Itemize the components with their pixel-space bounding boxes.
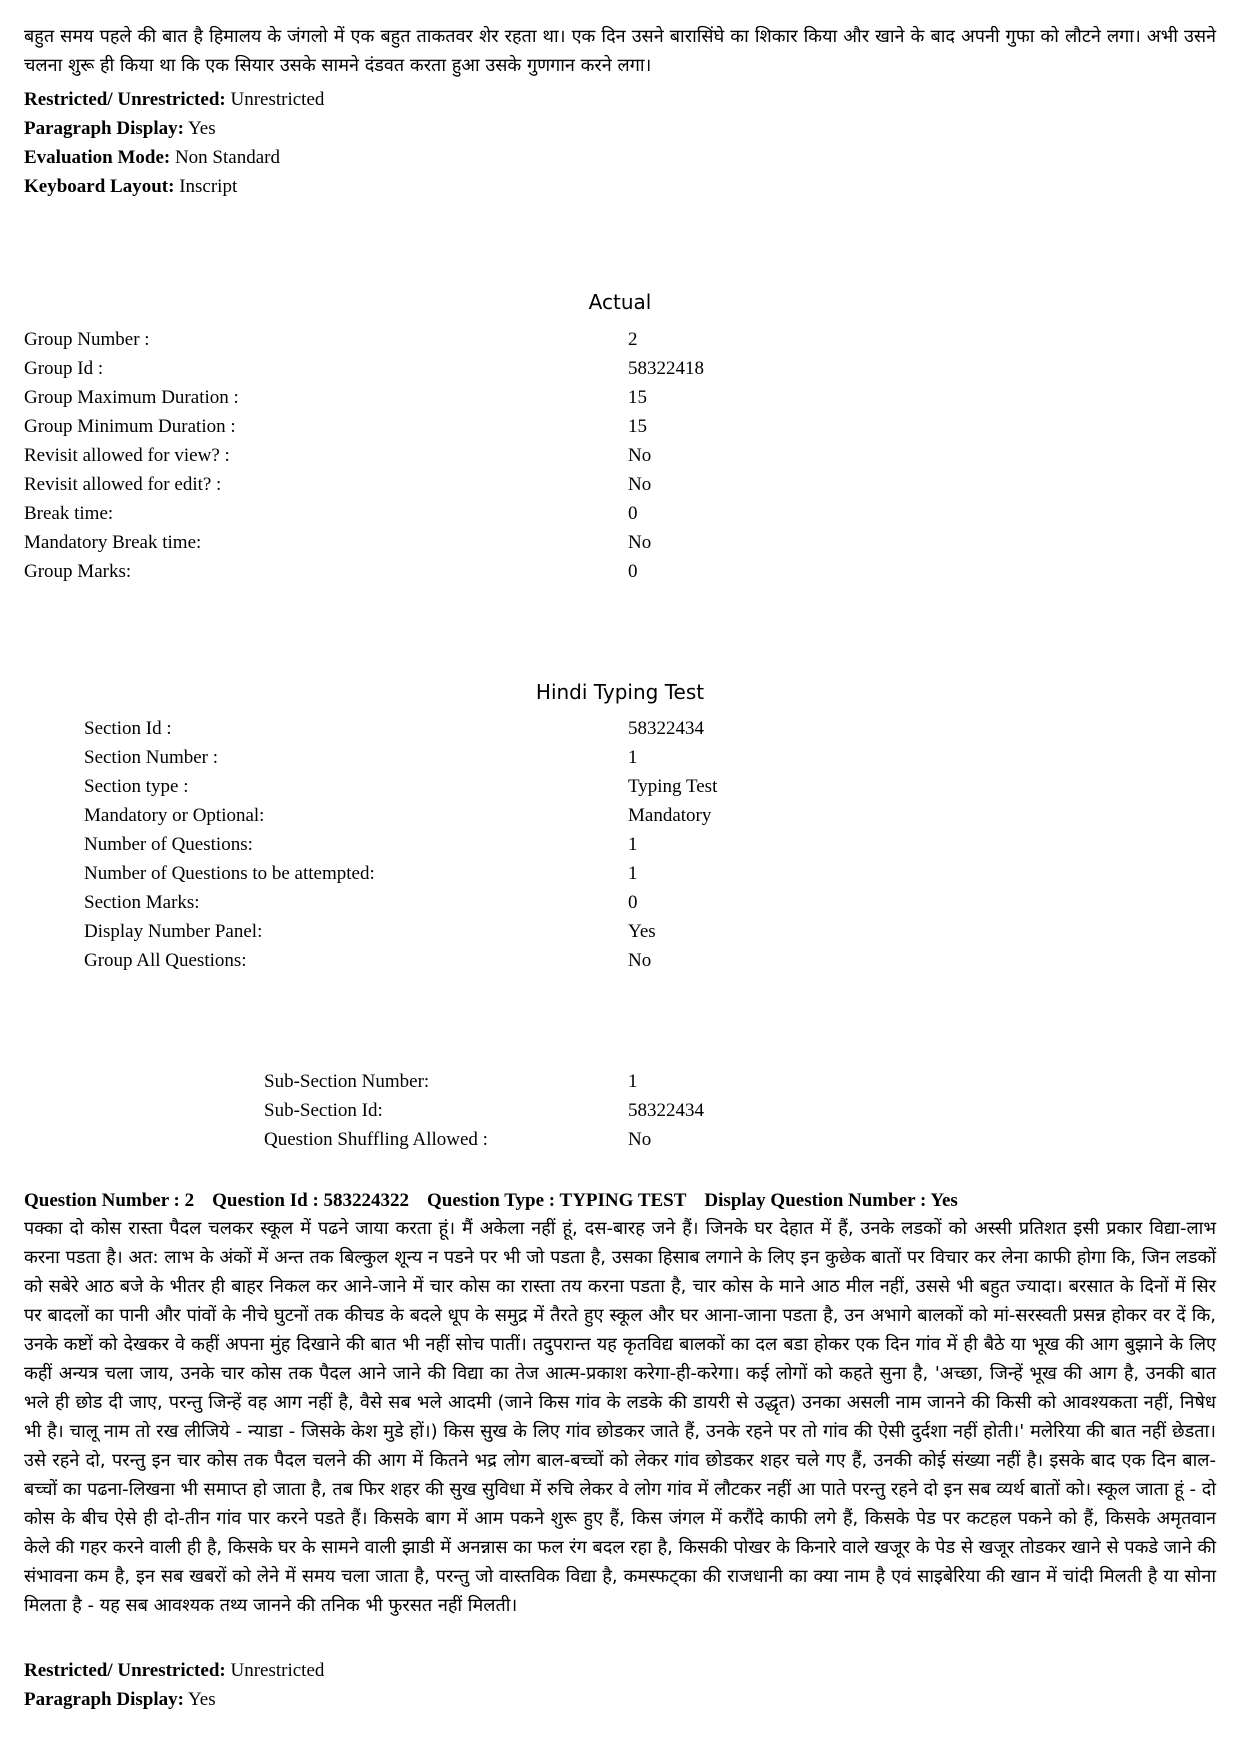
group-row: Mandatory Break time: No [24,532,652,553]
group-row: Group Number : 2 [24,329,638,350]
section-row: Section type : Typing Test [84,776,718,797]
meta-restricted: Restricted/ Unrestricted: Unrestricted [24,89,325,110]
group-row: Revisit allowed for view? : No [24,445,652,466]
section-row: Section Id : 58322434 [84,718,704,739]
subsection-row: Sub-Section Number: 1 [264,1071,638,1092]
meta-evaluation-mode: Evaluation Mode: Non Standard [24,147,280,168]
question-info-line [24,1186,976,1215]
meta-keyboard-layout: Keyboard Layout: Inscript [24,176,238,197]
meta-paragraph-display: Paragraph Display: Yes [24,118,216,139]
meta-restricted: Restricted/ Unrestricted: Unrestricted [24,1660,325,1681]
group-row: Revisit allowed for edit? : No [24,474,652,495]
question-id: Question Id : 583224322 [212,1190,410,1211]
section-details [84,714,1124,975]
group-row: Group Minimum Duration : 15 [24,416,647,437]
group-row: Break time: 0 [24,503,638,524]
display-question-number: Display Question Number : Yes [704,1190,958,1211]
section-row: Number of Questions to be attempted: 1 [84,863,638,884]
group-details [24,325,1124,586]
section-row: Group All Questions: No [84,950,652,971]
group-heading: Actual [588,290,652,314]
question-passage: पक्का दो कोस रास्ता पैदल चलकर स्कूल में पढने जाया करता हूं। मैं अकेला नहीं हूं, दस-बारह जने हैं। जिनके घर देहात में हैं, उनके लडकों को अस्सी प्रतिशत इसी प्रकार विद्या-लाभ करना पडता है। अत: लाभ के अंकों में अन्त तक बिल्कुल शून्य न पडने पर भी जो पडता है, उसका हिसाब लगाने के लिए इन कुछेक बातों पर विचार कर लेना काफी होगा कि, जिन लडकों को सबेरे आठ बजे के भीतर ही बाहर निकल कर आने-जाने में चार कोस का रास्ता तय करना पडता है, चार कोस के माने आठ मील नहीं, उससे भी बहुत ज्यादा। बरसात के दिनों में सिर पर बादलों का पानी और पांवों के नीचे घुटनों तक कीचड के बदले धूप के समुद्र में तैरते हुए स्कूल और घर आना-जाना पडता है, उन अभागे बालकों को मां-सरस्वती प्रसन्न होकर वर दें कि, उनके कष्टों को देखकर वे कहीं अपना मुंह दिखाने की बात भी नहीं सोच पातीं। तदुपरान्त यह कृतविद्य बालकों का दल बडा होकर एक दिन गांव में ही बैठे या भूख की आग बुझाने के लिए कहीं अन्यत्र चला जाय, उनके चार कोस तक पैदल आने जाने की विद्या का तेज आत्म-प्रकाश करेगा-ही-करेगा। कई लोगों को कहते सुना है, 'अच्छा, जिन्हें भूख की आग है, उनकी बात भले ही छोड दी जाए, परन्तु जिन्हें वह आग नहीं है, वैसे सब भले आदमी (जाने किस गांव के लडके की डायरी से उद्धृत) उनका असली नाम जानने की किसी को आवश्यकता नहीं, निषेध भी है। चालू नाम तो रख लीजिये - न्याडा - जिसके केश मुडे हों।) किस सुख के लिए गांव छोडकर जाते हैं, उनके रहने पर तो गांव की ऐसी दुर्दशा नहीं होती।' मलेरिया की बात नहीं छेडता। उसे रहने दो, परन्तु इन चार कोस तक पैदल चलने की आग में कितने भद्र लोग बाल-बच्चों को लेकर गांव छोडकर शहर चले गए हैं, उनकी कोई संख्या नहीं है। इसके बाद एक दिन बाल-बच्चों का पढना-लिखना भी समाप्त हो जाता है, तब फिर शहर की सुख सुविधा में रुचि लेकर वे लोग गांव में लौटकर नहीं आ पाते परन्तु रहने दो इन सब व्यर्थ बातों को। स्कूल जाता हूं - दो कोस के बीच ऐसे ही दो-तीन गांव पार करने पडते हैं। किसके बाग में आम पकने शुरू हुए हैं, किस जंगल में करौंदे काफी लगे हैं, किसके पेड पर कटहल पकने को हैं, किसके अमृतवान केले की गहर करने वाली ही है, किसके घर के सामने वाली झाडी में अनन्नास का फल रंग बदल रहा है, किसकी पोखर के किनारे वाले खजूर के पेड से खजूर तोडकर खाने से पकडे जाने की संभावना कम है, इन सब खबरों को लेने में समय चला जाता है, परन्तु जो वास्तविक विद्या है, कमस्फट्का की राजधानी का क्या नाम है एवं साइबेरिया की खान में चांदी मिलती है या सोना मिलता है - यह सब आवश्यक तथ्य जानने की तनिक भी फुरसत नहीं मिलती। [24,1218,1216,1616]
section-row: Section Number : 1 [84,747,638,768]
section-row: Display Number Panel: Yes [84,921,656,942]
meta-paragraph-display: Paragraph Display: Yes [24,1689,216,1710]
group-row: Group Maximum Duration : 15 [24,387,647,408]
question-type: Question Type : TYPING TEST [427,1190,687,1211]
question-number: Question Number : 2 [24,1190,195,1211]
top-meta [24,85,324,201]
subsection-row: Question Shuffling Allowed : No [264,1129,652,1150]
section-row: Mandatory or Optional: Mandatory [84,805,712,826]
section-row: Section Marks: 0 [84,892,638,913]
section-row: Number of Questions: 1 [84,834,638,855]
bottom-meta [24,1656,324,1714]
subsection-details [264,1067,1124,1154]
top-passage: बहुत समय पहले की बात है हिमालय के जंगलो में एक बहुत ताकतवर शेर रहता था। एक दिन उसने बारासिंघे का शिकार किया और खाने के बाद अपनी गुफा को लौटने लगा। अभी उसने चलना शुरू ही किया था कि एक सियार उसके सामने दंडवत करता हुआ उसके गुणगान करने लगा। [24,26,1216,76]
group-row: Group Id : 58322418 [24,358,704,379]
section-heading: Hindi Typing Test [535,680,705,704]
subsection-row: Sub-Section Id: 58322434 [264,1100,704,1121]
group-row: Group Marks: 0 [24,561,638,582]
